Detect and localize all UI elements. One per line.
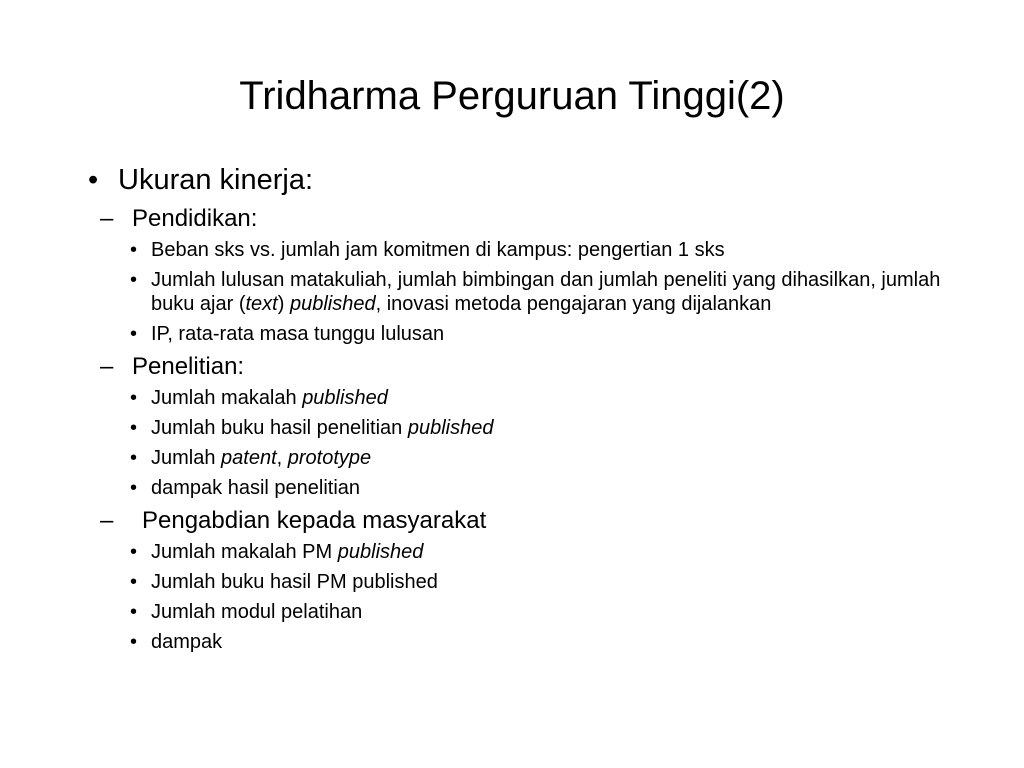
bullet-dot-icon: •: [130, 269, 138, 291]
subheading-text: Pengabdian kepada masyarakat: [142, 507, 487, 534]
subheading-pendidikan: [100, 204, 968, 234]
subheading-text: Pendidikan:: [132, 205, 258, 232]
bullet-dot-icon: •: [130, 447, 138, 469]
bullet-dot-icon: •: [130, 417, 138, 439]
bullet-text: Ukuran kinerja:: [118, 164, 314, 196]
bullet-dot-icon: •: [88, 164, 99, 196]
subheading-penelitian: [100, 352, 968, 382]
list-item: • dampak: [130, 631, 223, 653]
list-item: • Jumlah buku hasil penelitian published: [130, 417, 494, 439]
dash-icon: –: [100, 205, 114, 232]
bullet-dot-icon: •: [130, 239, 138, 261]
bullet-dot-icon: •: [130, 387, 138, 409]
bullet-dot-icon: •: [130, 601, 138, 623]
bullet-dot-icon: •: [130, 631, 138, 653]
subheading-pengabdian: [100, 506, 968, 536]
bullet-dot-icon: •: [130, 571, 138, 593]
bullet-dot-icon: •: [130, 541, 138, 563]
slide-title: Tridharma Perguruan Tinggi(2): [239, 74, 785, 118]
dash-icon: –: [100, 507, 114, 534]
list-item: • dampak hasil penelitian: [130, 477, 361, 499]
slide-body: [88, 160, 968, 660]
bullet-dot-icon: •: [130, 477, 138, 499]
list-item: • IP, rata-rata masa tunggu lulusan: [130, 323, 445, 345]
list-item: • Jumlah lulusan matakuliah, jumlah bimbingan dan jumlah peneliti yang dihasilkan, jumlah buku ajar (text) published, inovasi metoda pengajaran yang dijalankan: [130, 269, 941, 315]
bullet-dot-icon: •: [130, 323, 138, 345]
list-item: • Beban sks vs. jumlah jam komitmen di kampus: pengertian 1 sks: [130, 239, 725, 261]
list-item: • Jumlah buku hasil PM published: [130, 571, 438, 593]
list-item: • Jumlah patent, prototype: [130, 447, 372, 469]
bullet-ukuran-kinerja: [88, 160, 968, 200]
dash-icon: –: [100, 353, 114, 380]
subheading-text: Penelitian:: [132, 353, 245, 380]
list-item: • Jumlah makalah PM published: [130, 541, 424, 563]
list-item: • Jumlah makalah published: [130, 387, 388, 409]
list-item: • Jumlah modul pelatihan: [130, 601, 363, 623]
